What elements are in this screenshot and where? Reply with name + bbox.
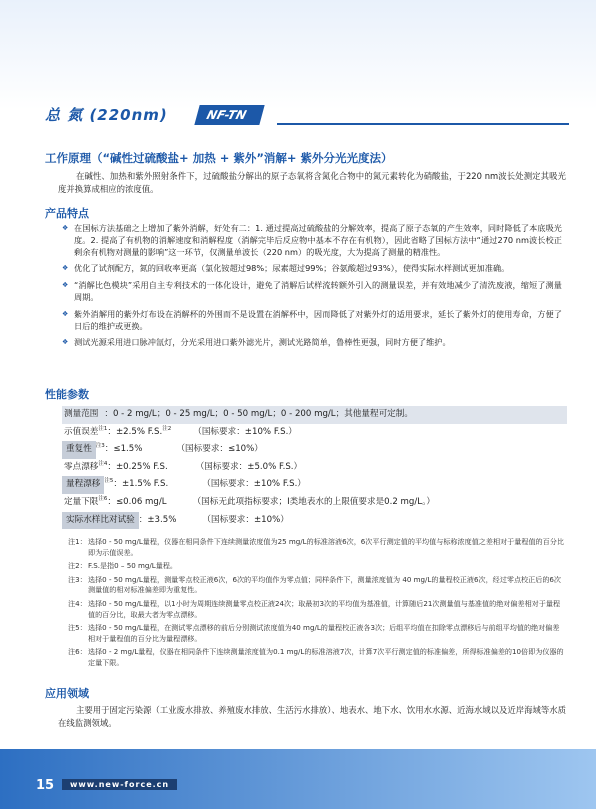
footnote: 注6： 选择0 - 2 mg/L量程，仪器在相同条件下连续测量浓度值为0.1 mg/L的标准溶液7次，计算7次平行测定值的标准偏差，所得标准偏差的10倍即为仪器的定量下限。 [68, 647, 564, 667]
product-title-row [45, 103, 565, 127]
product-title: 总 氮 (220nm) [45, 106, 168, 124]
footnote: 注4： 选择0 - 50 mg/L量程，以1小时为周期连续测量零点校正液24次；取最初3次的平均值为基准值，计算随后21次测量值与基准值的绝对偏差相对于量程值的百分比，取最大者为零点漂移。 [68, 598, 561, 619]
performance-table [62, 406, 567, 529]
top-gradient-decoration [0, 0, 596, 110]
feature-item: ❖ 测试光源采用进口脉冲氙灯，分光采用进口紫外滤光片，测试光路简单，鲁棒性更强，同时方便了维护。 [62, 337, 451, 348]
diamond-bullet-icon: ❖ [62, 264, 69, 273]
feature-item: ❖ 在国标方法基础之上增加了紫外消解，好处有二：1. 通过提高过硫酸盐的分解效率，提高了原子态氧的产生效率，同时降低了本底吸光度。2. 提高了有机物的消解速度和消解程度（消解完毕后反应物中基本不存在有机物），因此省略了国标方法中“通过270 nm波长校正剩余有机物对测量的影响”这一环节，仅测量单波长（220 nm）的吸光度，大为提高了测量的精准性。 [62, 223, 562, 257]
feature-item: ❖ “消解比色模块”采用自主专利技术的一体化设计，避免了消解后试样流转额外引入的测量误差，并有效地减少了清洗废液，缩短了测量周期。 [62, 280, 562, 302]
performance-heading: 性能参数 [45, 388, 89, 401]
spec-row-range: 测量范围 ：0 - 2 mg/L；0 - 25 mg/L；0 - 50 mg/L；0 - 200 mg/L；其他量程可定制。 [62, 406, 567, 424]
spec-row-span-drift: 量程漂移 $^{注5}$：±1.5% F.S. （国标要求：±10% F.S.） [62, 476, 567, 494]
title-underline [277, 123, 569, 125]
feature-item: ❖ 紫外消解用的紫外灯布设在消解杯的外围而不是设置在消解杯中，因而降低了对紫外灯的适用要求，延长了紫外灯的使用寿命，方便了日后的维护或更换。 [62, 308, 562, 331]
feature-item: ❖ 优化了试剂配方，氮的回收率更高（氯化铵超过98%；尿素超过99%；谷氨酸超过93%），使得实际水样测试更加准确。 [62, 263, 510, 274]
spec-row-zero-drift: 零点漂移$^{注4}$：±0.25% F.S. （国标要求：±5.0% F.S.） [64, 460, 303, 472]
page-number: 15 [36, 778, 55, 793]
principle-body: 在碱性、加热和紫外照射条件下，过硫酸盐分解出的原子态氧将含氮化合物中的氮元素转化为硝酸盐，于220 nm波长处测定其吸光度并换算成相应的浓度值。 [58, 171, 566, 194]
website-link[interactable]: www.new-force.cn [62, 779, 177, 790]
diamond-bullet-icon: ❖ [62, 224, 69, 232]
applications-heading: 应用领域 [45, 687, 89, 700]
spec-row-repeatability: 重复性 $^{注3}$：≤1.5% （国标要求：≤10%） [62, 441, 567, 459]
diamond-bullet-icon: ❖ [62, 281, 69, 290]
footnote: 注2： F.S.是指0 – 50 mg/L量程。 [68, 561, 178, 571]
diamond-bullet-icon: ❖ [62, 309, 69, 318]
diamond-bullet-icon: ❖ [62, 338, 69, 347]
spec-row-quant-limit: 定量下限$^{注6}$：≤0.06 mg/L （国标无此项指标要求；I类地表水的上限值要求是0.2 mg/L。） [64, 496, 435, 507]
spec-row-accuracy: 示值误差$^{注1}$：±2.5% F.S.$^{注2}$ （国标要求：±10% F.S.） [64, 425, 297, 437]
features-list [62, 223, 562, 354]
product-model-tag: NF-TN [194, 105, 264, 125]
footnote: 注1： 选择0 - 50 mg/L量程，仪器在相同条件下连续测量浓度值为25 mg/L的标准溶液6次，6次平行测定值的平均值与标称浓度值之差相对于量程值的百分比即为示值误差。 [68, 537, 564, 557]
spec-row-sample-comparison: 实际水样比对试验 ：±3.5% （国标要求：±10%） [62, 512, 567, 530]
features-heading: 产品特点 [45, 207, 89, 220]
principle-heading: 工作原理（“碱性过硫酸盐+ 加热 + 紫外”消解+ 紫外分光光度法） [45, 151, 393, 165]
footnotes [68, 537, 566, 672]
footnote: 注5： 选择0 - 50 mg/L量程，在测试零点漂移的前后分别测试浓度值为40 mg/L的量程校正液各3次；后组平均值在扣除零点漂移后与前组平均值的绝对偏差相对于量程值的百分比为量程漂移。 [68, 623, 560, 643]
applications-body: 主要用于固定污染源（工业废水排放、养殖废水排放、生活污水排放）、地表水、地下水、饮用水水源、近海水域以及近岸海域等水质在线监测领域。 [58, 705, 566, 728]
footnote: 注3： 选择0 - 50 mg/L量程，测量零点校正液6次，6次的平均值作为零点值；同样条件下，测量浓度值为 40 mg/L的量程校正液6次，经过零点校正后的6次测量值的相对标准偏差即为重复性。 [68, 574, 562, 595]
